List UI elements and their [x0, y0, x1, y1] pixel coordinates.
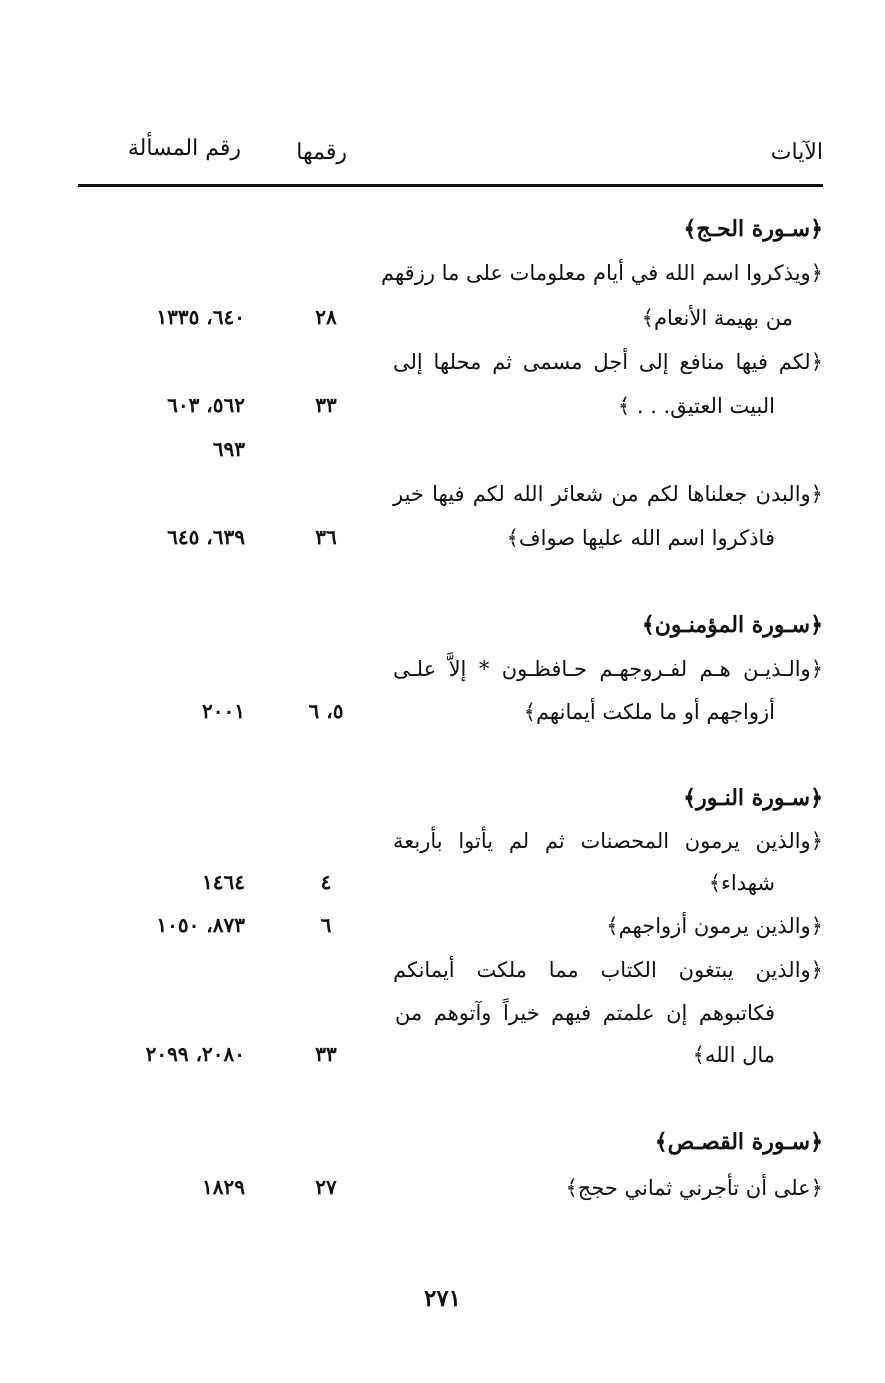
verse-line: البيت العتيق. . . ﴾ — [617, 394, 775, 418]
verse-line: ﴿والـذيـن هـم لفـروجهـم حـافظـون * إلاَّ علـى — [393, 657, 823, 681]
surah-heading-hajj: ﴿سـورة الحـج﴾ — [683, 216, 823, 242]
verse-number: ٣٣ — [315, 1042, 337, 1066]
verse-line: ﴿والذين يرمون المحصنات ثم لم يأتوا بأربعة — [393, 829, 823, 853]
verse-line: ﴿والذين يرمون أزواجهم﴾ — [606, 914, 823, 938]
page-number: ٢٧١ — [423, 1285, 462, 1312]
surah-heading-nur: ﴿سـورة النـور﴾ — [683, 785, 823, 811]
verse-number: ٦ — [320, 913, 332, 937]
verse-line: ﴿ويذكروا اسم الله في أيام معلومات على ما رزقهم — [381, 261, 823, 285]
issue-number: ٥٦٢، ٦٠٣ — [167, 393, 245, 417]
verse-line: من بهيمة الأنعام﴾ — [641, 306, 793, 330]
verse-number: ٢٨ — [315, 305, 337, 329]
verse-line: أزواجهم أو ما ملكت أيمانهم﴾ — [523, 700, 775, 724]
surah-heading-muminun: ﴿سـورة المؤمنـون﴾ — [641, 612, 823, 638]
column-header-verses: الآيات — [770, 140, 823, 165]
verse-line: فاذكروا اسم الله عليها صواف﴾ — [506, 526, 775, 550]
verse-line: ﴿على أن تأجرني ثماني حجج﴾ — [565, 1176, 823, 1200]
verse-number: ٣٦ — [315, 525, 337, 549]
column-header-verse-number: رقمها — [296, 140, 347, 165]
verse-number: ٢٧ — [315, 1175, 337, 1199]
verse-line: ﴿والبدن جعلناها لكم من شعائر الله لكم فيها خير — [393, 482, 823, 506]
issue-number: ٦٤٠، ١٣٣٥ — [156, 305, 245, 329]
verse-number: ٣٣ — [315, 393, 337, 417]
column-header-issue-number: رقم المسألة — [127, 136, 241, 161]
verse-number: ٤ — [320, 870, 332, 894]
issue-number: ٢٠٨٠، ٢٠٩٩ — [145, 1042, 245, 1066]
header-rule — [78, 184, 823, 187]
issue-number: ١٨٢٩ — [202, 1175, 245, 1199]
issue-number: ٦٣٩، ٦٤٥ — [167, 525, 245, 549]
issue-number: ٦٩٣ — [212, 437, 245, 461]
issue-number: ٢٠٠١ — [202, 699, 245, 723]
verse-line: ﴿والذين يبتغون الكتاب مما ملكت أيمانكم — [393, 958, 823, 982]
verse-line: ﴿لكم فيها منافع إلى أجل مسمى ثم محلها إلى — [393, 350, 823, 374]
verse-line: مال الله﴾ — [692, 1043, 775, 1067]
issue-number: ١٤٦٤ — [202, 870, 245, 894]
surah-heading-qasas: ﴿سـورة القصـص﴾ — [654, 1129, 823, 1155]
verse-number: ٥، ٦ — [308, 699, 344, 723]
verse-line: فكاتبوهم إن علمتم فيهم خيراً وآتوهم من — [395, 1001, 775, 1025]
verse-line: شهداء﴾ — [708, 871, 775, 895]
issue-number: ٨٧٣، ١٠٥٠ — [156, 913, 245, 937]
